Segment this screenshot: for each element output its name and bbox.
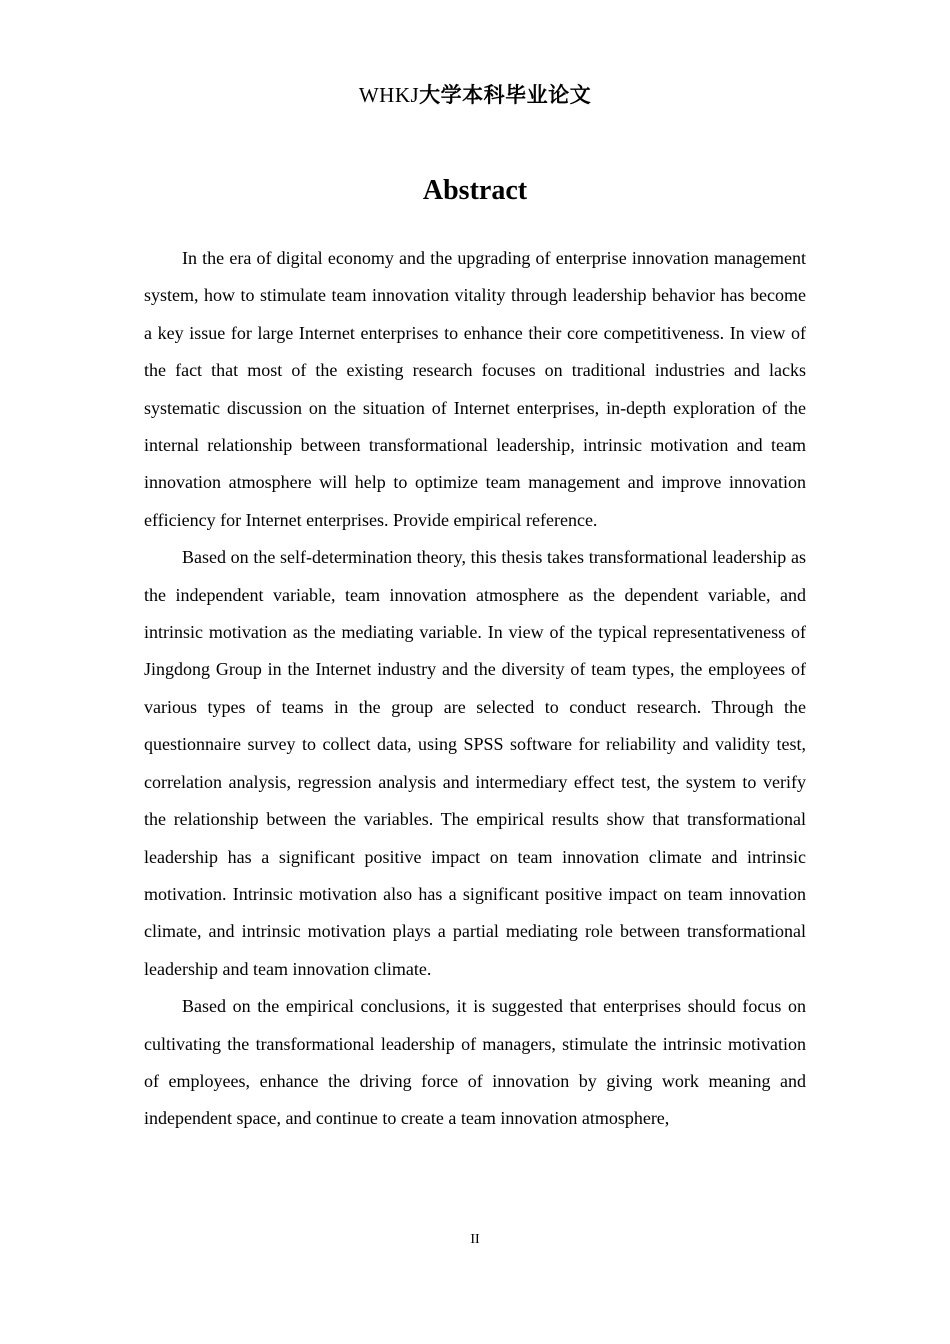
header-institution-code: WHKJ <box>358 83 420 107</box>
header-thesis-type: 大学本科毕业论文 <box>419 83 592 107</box>
page-title: Abstract <box>422 175 528 206</box>
abstract-paragraph-3: Based on the empirical conclusions, it is suggested that enterprises should focus on cultivating the transformational leadership of managers, stimulate the intrinsic motivation of employees, enhance the driving force of innovation by giving work meaning and independent space, and continue to create a team innovation atmosphere, <box>144 996 806 1129</box>
abstract-paragraph-2: Based on the self-determination theory, this thesis takes transformational leadership as the independent variable, team innovation atmosphere as the dependent variable, and intrinsic motivation as the mediating variable. In view of the typical representativeness of Jingdong Group in the Internet industry and the diversity of team types, the employees of various types of teams in the group are selected to conduct research. Through the questionnaire survey to collect data, using SPSS software for reliability and validity test, correlation analysis, regression analysis and intermediary effect test, the system to verify the relationship between the variables. The empirical results show that transformational leadership has a significant positive impact on team innovation climate and intrinsic motivation. Intrinsic motivation also has a significant positive impact on team innovation climate, and intrinsic motivation plays a partial mediating role between transformational leadership and team innovation climate. <box>144 547 806 979</box>
abstract-body <box>144 240 806 1138</box>
page-number: II <box>470 1232 480 1247</box>
abstract-paragraph-1: In the era of digital economy and the upgrading of enterprise innovation management system, how to stimulate team innovation vitality through leadership behavior has become a key issue for large Internet enterprises to enhance their core competitiveness. In view of the fact that most of the existing research focuses on traditional industries and lacks systematic discussion on the situation of Internet enterprises, in-depth exploration of the internal relationship between transformational leadership, intrinsic motivation and team innovation atmosphere will help to optimize team management and improve innovation efficiency for Internet enterprises. Provide empirical reference. <box>144 248 806 530</box>
running-header <box>0 80 950 110</box>
